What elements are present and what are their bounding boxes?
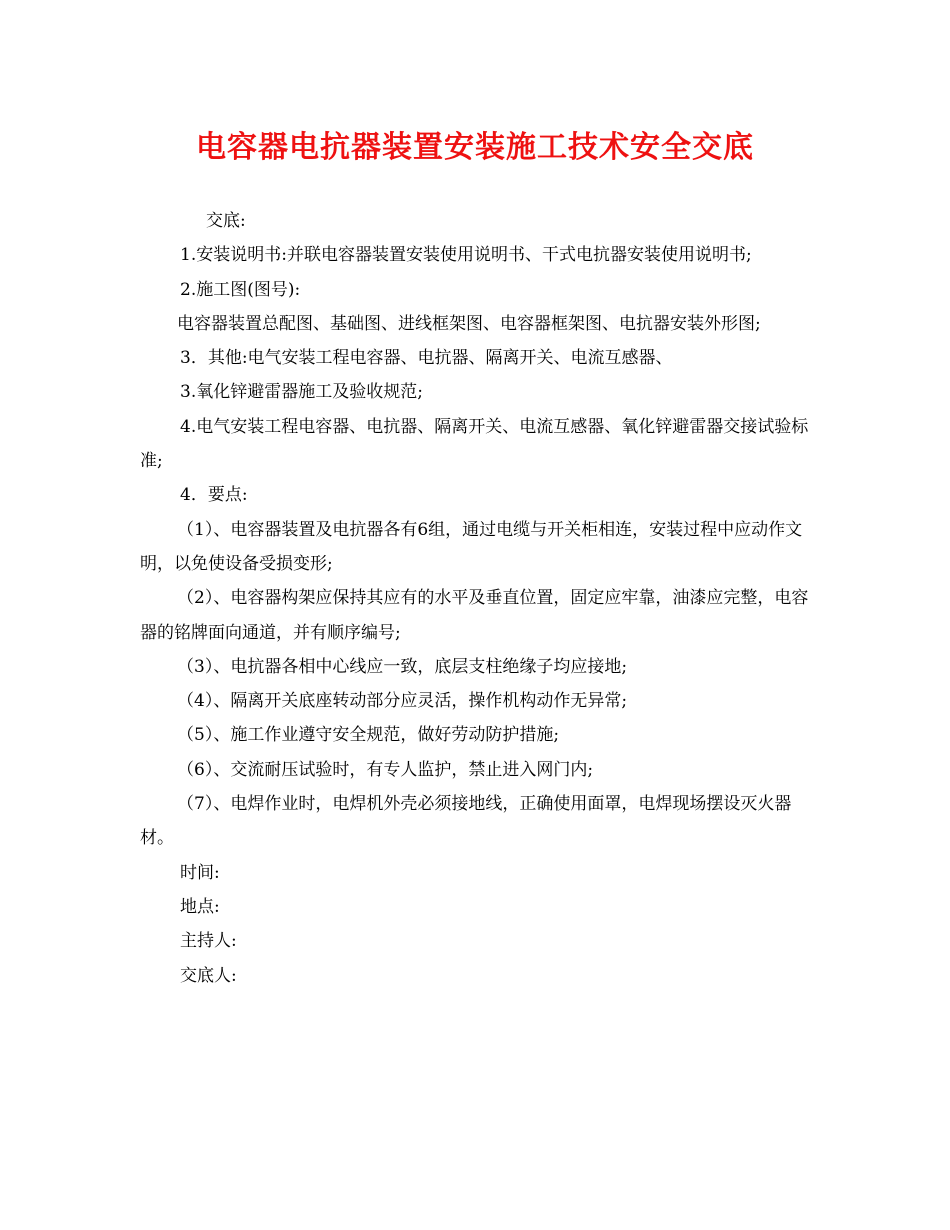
paragraph-key-points: 4．要点:	[180, 485, 248, 506]
document-body	[140, 204, 820, 993]
paragraph-item-4-standard: 4.电气安装工程电容器、电抗器、隔离开关、电流互感器、氧化锌避雷器交接试验标准;	[140, 416, 809, 472]
paragraph-item-2: 2.施工图(图号):	[180, 279, 301, 300]
paragraph-item-3-other: 3．其他:电气安装工程电容器、电抗器、隔离开关、电流互感器、	[180, 348, 673, 369]
paragraph-point-7: （7）、电焊作业时，电焊机外壳必须接地线，正确使用面罩，电焊现场摆设灭火器材。	[140, 794, 792, 849]
field-host: 主持人:	[180, 931, 237, 952]
paragraph-item-1: 1.安装说明书:并联电容器装置安装使用说明书、干式电抗器安装使用说明书;	[180, 245, 752, 266]
paragraph-handover: 交底:	[206, 211, 246, 231]
field-location: 地点:	[180, 896, 220, 917]
paragraph-drawings: 电容器装置总配图、基础图、进线框架图、电容器框架图、电抗器安装外形图;	[177, 313, 761, 334]
paragraph-item-3-arrester: 3.氧化锌避雷器施工及验收规范;	[180, 382, 423, 403]
paragraph-point-1: （1）、电容器装置及电抗器各有6组，通过电缆与开关柜相连，安装过程中应动作文明，以免使设备受损变形;	[140, 519, 803, 574]
paragraph-point-2: （2）、电容器构架应保持其应有的水平及垂直位置，固定应牢靠，油漆应完整，电容器的铭牌面向通道，并有顺序编号;	[140, 588, 809, 643]
field-presenter: 交底人:	[180, 965, 237, 986]
paragraph-point-3: （3）、电抗器各相中心线应一致，底层支柱绝缘子均应接地;	[177, 656, 628, 677]
paragraph-point-6: （6）、交流耐压试验时，有专人监护，禁止进入网门内;	[177, 759, 594, 780]
paragraph-point-5: （5）、施工作业遵守安全规范，做好劳动防护措施;	[177, 725, 560, 746]
paragraph-point-4: （4）、隔离开关底座转动部分应灵活，操作机构动作无异常;	[177, 691, 628, 712]
document-title: 电容器电抗器装置安装施工技术安全交底	[196, 130, 754, 165]
field-time: 时间:	[180, 862, 220, 883]
